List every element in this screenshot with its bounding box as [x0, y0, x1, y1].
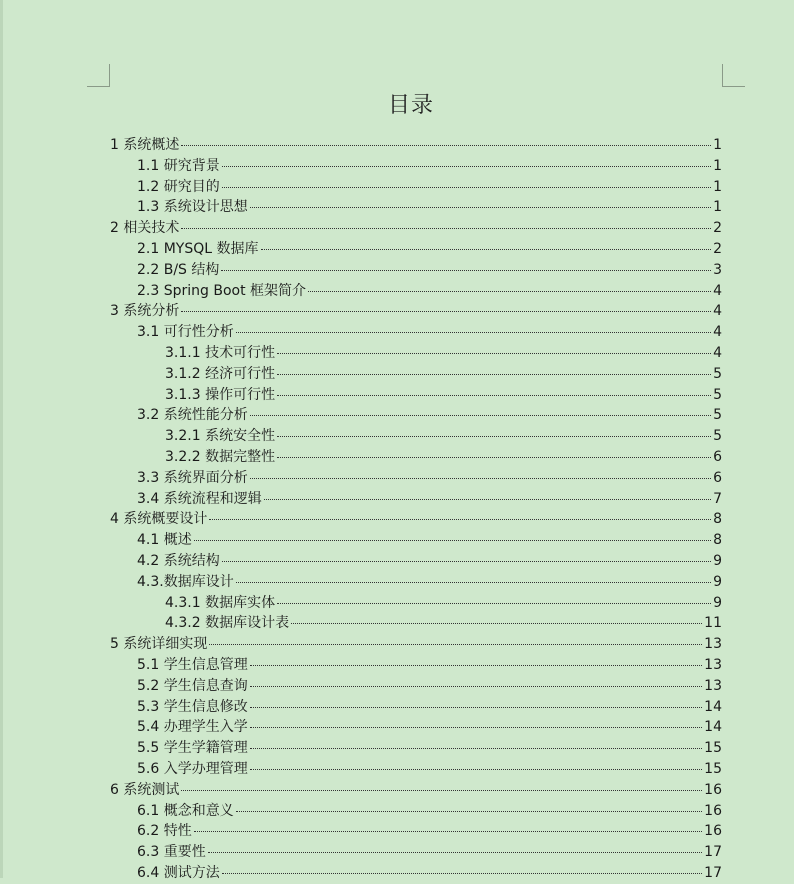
toc-leader-dots	[194, 831, 702, 832]
toc-entry-page: 17	[704, 844, 722, 861]
toc-entry[interactable]	[110, 801, 722, 822]
toc-entry-page: 17	[704, 864, 722, 881]
toc-leader-dots	[261, 249, 712, 250]
toc-entry[interactable]	[110, 468, 722, 489]
toc-entry-text: 6.3 重要性	[137, 844, 206, 861]
toc-entry-page: 5	[713, 386, 722, 403]
toc-entry-page: 1	[713, 157, 722, 174]
toc-entry-page: 6	[713, 469, 722, 486]
toc-entry[interactable]	[110, 780, 722, 801]
toc-entry-text: 2.2 B/S 结构	[137, 261, 220, 278]
toc-entry[interactable]	[110, 717, 722, 738]
toc-entry-text: 5.2 学生信息查询	[137, 677, 248, 694]
toc-entry-text: 2.1 MYSQL 数据库	[137, 240, 259, 257]
toc-entry[interactable]	[110, 676, 722, 697]
toc-leader-dots	[250, 415, 711, 416]
toc-entry-text: 3.1 可行性分析	[137, 324, 234, 341]
toc-entry-text: 6.2 特性	[137, 823, 192, 840]
toc-entry-text: 1.1 研究背景	[137, 157, 220, 174]
toc-entry-text: 1 系统概述	[110, 137, 180, 153]
toc-entry-text: 5.1 学生信息管理	[137, 656, 248, 673]
toc-entry-page: 2	[713, 240, 722, 257]
toc-entry-page: 13	[704, 656, 722, 673]
toc-leader-dots	[209, 644, 702, 645]
toc-entry-text: 3.4 系统流程和逻辑	[137, 490, 262, 507]
toc-leader-dots	[250, 478, 711, 479]
toc-entry-page: 9	[713, 594, 722, 611]
top-right-crop-mark	[722, 64, 745, 87]
toc-entry-page: 2	[713, 220, 722, 237]
toc-entry[interactable]	[110, 281, 722, 302]
toc-entry-page: 4	[713, 303, 722, 320]
toc-entry[interactable]	[110, 405, 722, 426]
toc-entry-page: 13	[704, 677, 722, 694]
toc-leader-dots	[236, 582, 711, 583]
toc-entry-text: 3.3 系统界面分析	[137, 469, 248, 486]
toc-entry-text: 3 系统分析	[110, 303, 180, 320]
toc-entry-page: 11	[704, 615, 722, 632]
toc-entry[interactable]	[110, 489, 722, 510]
toc-entry[interactable]	[110, 426, 722, 447]
toc-entry-page: 5	[713, 365, 722, 382]
toc-entry[interactable]	[110, 863, 722, 884]
toc-entry-page: 5	[713, 407, 722, 424]
toc-entry[interactable]	[110, 385, 722, 406]
toc-leader-dots	[208, 852, 702, 853]
toc-entry-page: 16	[704, 802, 722, 819]
toc-entry-page: 9	[713, 573, 722, 590]
toc-entry-page: 16	[704, 781, 722, 798]
toc-entry-text: 3.1.3 操作可行性	[165, 386, 276, 403]
toc-entry-text: 5.4 办理学生入学	[137, 719, 248, 736]
toc-leader-dots	[277, 374, 711, 375]
toc-leader-dots	[277, 395, 711, 396]
toc-entry-text: 4.3.1 数据库实体	[165, 594, 276, 611]
toc-entry-text: 4.3.2 数据库设计表	[165, 615, 290, 632]
toc-entry[interactable]	[110, 821, 722, 842]
toc-leader-dots	[250, 207, 711, 208]
toc-leader-dots	[250, 748, 702, 749]
toc-entry-text: 6.1 概念和意义	[137, 802, 234, 819]
page-left-edge	[0, 0, 3, 878]
toc-entry-text: 4.1 概述	[137, 532, 192, 549]
toc-entry[interactable]	[110, 697, 722, 718]
toc-entry[interactable]	[110, 447, 722, 468]
toc-entry[interactable]	[110, 634, 722, 655]
toc-entry-text: 2.3 Spring Boot 框架简介	[137, 282, 307, 299]
toc-leader-dots	[181, 790, 702, 791]
toc-entry-text: 4.2 系统结构	[137, 552, 220, 569]
toc-entry-text: 3.1.1 技术可行性	[165, 344, 276, 361]
toc-entry[interactable]	[110, 177, 722, 198]
toc-entry-text: 2 相关技术	[110, 220, 180, 237]
toc-leader-dots	[181, 145, 711, 146]
toc-entry-page: 16	[704, 823, 722, 840]
toc-entry-page: 14	[704, 719, 722, 736]
toc-entry[interactable]	[110, 655, 722, 676]
toc-entry[interactable]	[110, 260, 722, 281]
toc-entry-page: 15	[704, 740, 722, 757]
toc-leader-dots	[221, 270, 711, 271]
toc-entry-text: 6.4 测试方法	[137, 864, 220, 881]
toc-entry-text: 1.3 系统设计思想	[137, 199, 248, 216]
toc-entry-page: 4	[713, 282, 722, 299]
toc-leader-dots	[181, 228, 711, 229]
toc-entry[interactable]	[110, 135, 722, 156]
toc-entry-page: 8	[713, 532, 722, 549]
toc-entry-page: 4	[713, 344, 722, 361]
toc-leader-dots	[250, 769, 702, 770]
toc-entry[interactable]	[110, 156, 722, 177]
toc-entry-page: 9	[713, 552, 722, 569]
toc-entry-text: 5.3 学生信息修改	[137, 698, 248, 715]
toc-entry-page: 5	[713, 428, 722, 445]
toc-entry-page: 4	[713, 324, 722, 341]
toc-entry-text: 5.6 入学办理管理	[137, 760, 248, 777]
toc-leader-dots	[308, 291, 711, 292]
toc-entry-page: 1	[713, 137, 722, 153]
toc-leader-dots	[194, 540, 711, 541]
toc-entry[interactable]	[110, 842, 722, 863]
table-of-contents	[110, 135, 722, 884]
toc-entry[interactable]	[110, 572, 722, 593]
toc-leader-dots	[236, 811, 702, 812]
toc-entry[interactable]	[110, 322, 722, 343]
toc-leader-dots	[222, 187, 711, 188]
toc-entry-text: 3.2 系统性能分析	[137, 407, 248, 424]
toc-entry-page: 1	[713, 178, 722, 195]
toc-leader-dots	[222, 873, 702, 874]
toc-entry[interactable]	[110, 218, 722, 239]
toc-entry-text: 5.5 学生学籍管理	[137, 740, 248, 757]
toc-leader-dots	[277, 603, 711, 604]
toc-entry-text: 3.2.2 数据完整性	[165, 448, 276, 465]
toc-leader-dots	[250, 707, 702, 708]
toc-entry[interactable]	[110, 301, 722, 322]
toc-entry[interactable]	[110, 613, 722, 634]
toc-entry-text: 4.3.数据库设计	[137, 573, 234, 590]
toc-entry-text: 3.2.1 系统安全性	[165, 428, 276, 445]
toc-entry[interactable]	[110, 593, 722, 614]
toc-leader-dots	[250, 686, 702, 687]
toc-leader-dots	[277, 353, 711, 354]
toc-entry[interactable]	[110, 239, 722, 260]
toc-entry-text: 3.1.2 经济可行性	[165, 365, 276, 382]
toc-entry-text: 4 系统概要设计	[110, 511, 208, 528]
toc-leader-dots	[250, 727, 702, 728]
toc-entry-page: 8	[713, 511, 722, 528]
toc-leader-dots	[264, 499, 711, 500]
toc-entry-page: 15	[704, 760, 722, 777]
toc-leader-dots	[291, 623, 702, 624]
top-left-crop-mark	[87, 64, 110, 87]
toc-entry-page: 1	[713, 199, 722, 216]
toc-entry-page: 7	[713, 490, 722, 507]
toc-entry[interactable]	[110, 343, 722, 364]
toc-entry[interactable]	[110, 551, 722, 572]
toc-leader-dots	[277, 436, 711, 437]
toc-entry[interactable]	[110, 738, 722, 759]
toc-entry-text: 1.2 研究目的	[137, 178, 220, 195]
toc-entry[interactable]	[110, 197, 722, 218]
toc-leader-dots	[222, 166, 711, 167]
toc-entry-page: 14	[704, 698, 722, 715]
toc-entry-text: 5 系统详细实现	[110, 636, 208, 653]
toc-leader-dots	[209, 519, 711, 520]
toc-entry-page: 3	[713, 261, 722, 278]
toc-entry[interactable]	[110, 364, 722, 385]
toc-leader-dots	[250, 665, 702, 666]
toc-entry[interactable]	[110, 509, 722, 530]
toc-leader-dots	[181, 311, 711, 312]
toc-entry-text: 6 系统测试	[110, 781, 180, 798]
toc-leader-dots	[222, 561, 711, 562]
toc-title: 目录	[387, 93, 434, 118]
toc-leader-dots	[236, 332, 711, 333]
toc-entry[interactable]	[110, 530, 722, 551]
toc-entry-page: 13	[704, 636, 722, 653]
toc-entry[interactable]	[110, 759, 722, 780]
toc-leader-dots	[277, 457, 711, 458]
toc-entry-page: 6	[713, 448, 722, 465]
